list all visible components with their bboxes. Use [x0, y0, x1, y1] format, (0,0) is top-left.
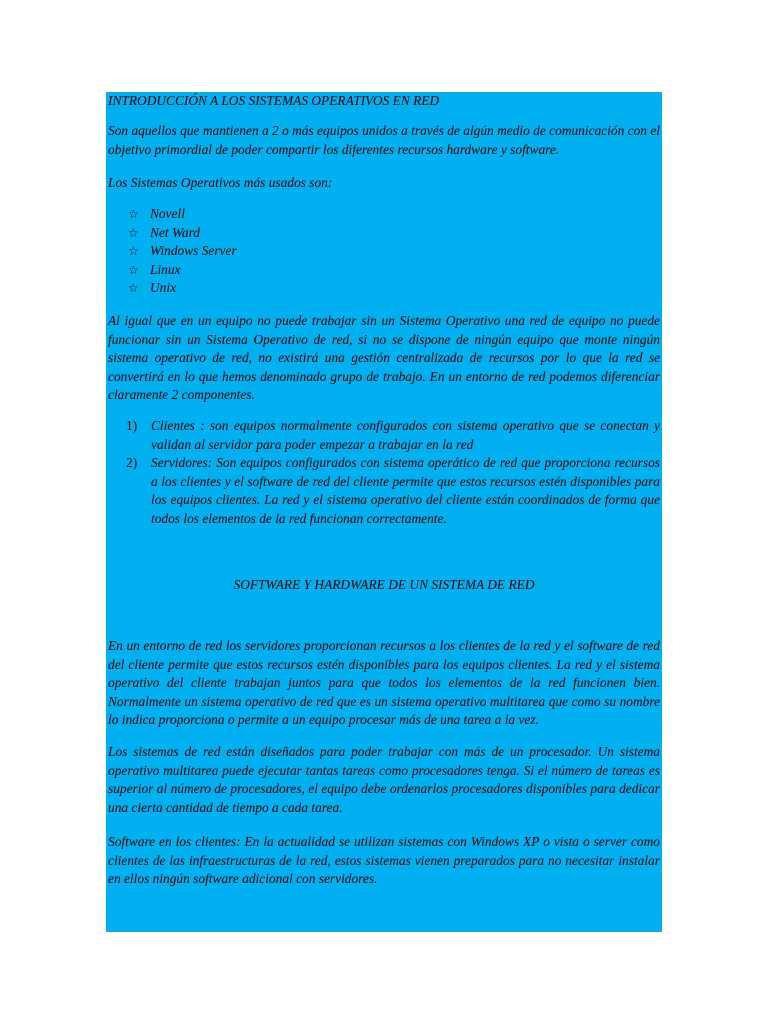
network-os-paragraph: Al igual que en un equipo no puede trabajar sin un Sistema Operativo una red de equipo no puede funcionar sin un Sistema Operativo de red, si no se dispone de ningún equipo que monte ningún sistema operativo de red, no existirá una gestión centralizada de recursos por lo que la red se convertirá en lo que hemos denominado grupo de trabajo. En un entorno de red podemos diferenciar claramente 2 componentes.: [108, 313, 660, 402]
list-item: [128, 205, 660, 224]
intro-paragraph: Son aquellos que mantienen a 2 o más equipos unidos a través de algún medio de comunicación con el objetivo primordial de poder compartir los diferentes recursos hardware y software.: [108, 123, 660, 157]
list-item-number: 1): [126, 418, 138, 433]
document-page: [106, 92, 662, 932]
list-item-label: Linux: [150, 261, 181, 277]
star-outline-icon: ☆: [128, 207, 139, 221]
list-item-number: 2): [126, 455, 138, 470]
list-item-text: Servidores: Son equipos configurados con sistema operático de red que proporciona recursos a los clientes y el software de red del cliente permite que estos recursos estén disponibles para los equipos clientes. La red y el sistema operativo del cliente están coordinados de forma que todos los elementos de la red funcionan correctamente.: [151, 455, 660, 526]
list-item: [128, 242, 660, 261]
client-software-paragraph: Software en los clientes: En la actualidad se utilizan sistemas con Windows XP o vista o server como clientes de las infraestructuras de la red, estos sistemas vienen preparados para no necesitar instalar en ellos ningún software adicional con servidores.: [108, 834, 660, 886]
document-title: INTRODUCCIÓN A LOS SISTEMAS OPERATIVOS EN RED: [108, 93, 440, 108]
list-item: [126, 454, 660, 528]
star-outline-icon: ☆: [128, 281, 139, 295]
list-item-text: Clientes : son equipos normalmente configurados con sistema operativo que se conectan y validan al servidor para poder empezar a trabajar en la red: [151, 418, 660, 452]
list-item-label: Unix: [150, 280, 177, 295]
list-item: [128, 261, 660, 280]
components-list: [126, 417, 660, 528]
os-list: [128, 205, 660, 298]
star-outline-icon: ☆: [128, 244, 139, 258]
list-item-label: Net Ward: [150, 224, 200, 240]
list-item: [128, 224, 660, 243]
os-list-intro: Los Sistemas Operativos más usados son:: [108, 175, 333, 190]
list-item: [128, 279, 660, 298]
multitask-paragraph: Los sistemas de red están diseñados para poder trabajar con más de un procesador. Un sistema operativo multitarea puede ejecutar tantas tareas como procesadores tenga. Si el número de tareas es superior al número de procesadores, el equipo debe ordenarlos procesadores disponibles para dedicar una cierta cantidad de tiempo a cada tarea.: [108, 744, 660, 815]
star-outline-icon: ☆: [128, 262, 139, 277]
list-item: [126, 417, 660, 454]
star-outline-icon: ☆: [128, 225, 139, 240]
servers-paragraph: En un entorno de red los servidores proporcionan recursos a los clientes de la red y el software de red del cliente permite que estos recursos estén disponibles para los equipos clientes. La red y el sistema operativo del cliente trabajan juntos para que todos los elementos de la red funcionen bien. Normalmente un sistema operativo de red que es un sistema operativo multitarea que como su nombre lo indica proporciona o permite a un equipo procesar más de una tarea a la vez.: [108, 638, 660, 727]
section-subtitle: SOFTWARE Y HARDWARE DE UN SISTEMA DE RED: [233, 577, 535, 592]
list-item-label: Windows Server: [150, 243, 237, 258]
list-item-label: Novell: [150, 206, 185, 221]
